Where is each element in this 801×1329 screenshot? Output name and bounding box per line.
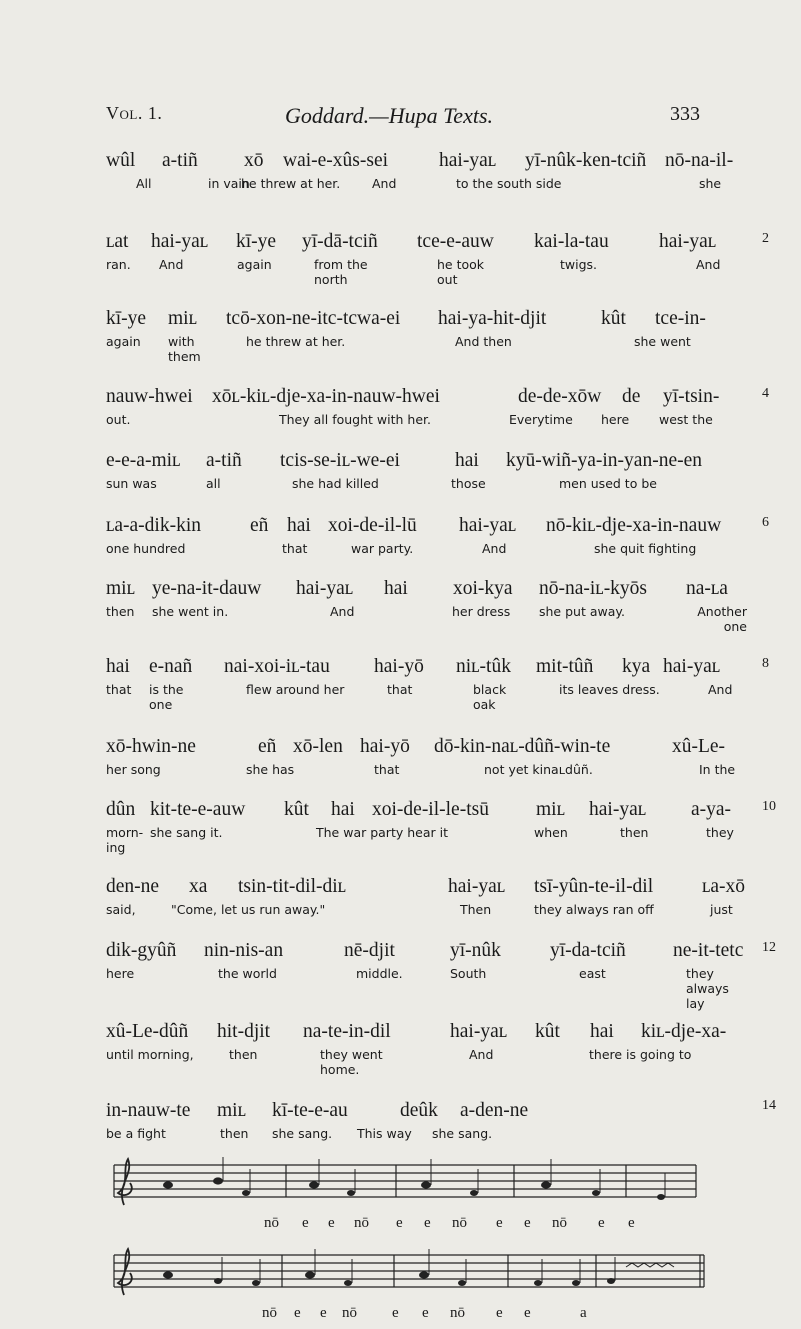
lyric-syllable: nō xyxy=(264,1215,279,1231)
gloss-word: one hundred xyxy=(106,541,186,556)
native-word: a-ya- xyxy=(691,799,732,820)
gloss-word: east xyxy=(579,966,606,981)
gloss-word: she sang. xyxy=(432,1126,493,1141)
gloss-word: flew around her xyxy=(246,682,345,697)
gloss-word: west the xyxy=(659,412,713,427)
lyric-syllable: nō xyxy=(354,1215,369,1231)
native-word: ʟa-xō xyxy=(702,876,746,897)
native-word: niʟ-tûk xyxy=(456,656,511,677)
gloss-word: Everytime xyxy=(509,412,573,427)
volume-label: Vol. 1. xyxy=(106,103,163,123)
native-word: hai-yaʟ xyxy=(296,578,354,599)
native-word: dik-gyûñ xyxy=(106,940,177,961)
gloss-word: Another one xyxy=(697,604,747,634)
native-word: kya xyxy=(622,656,651,677)
gloss-word: her dress xyxy=(452,604,511,619)
line-number: 10 xyxy=(762,799,776,814)
native-word: hai-yō xyxy=(374,656,424,677)
native-word: a-tiñ xyxy=(162,150,198,171)
gloss-word: he threw at her. xyxy=(241,176,341,191)
gloss-word: that xyxy=(106,682,132,697)
native-word: hai-ya-hit-djit xyxy=(438,308,547,329)
gloss-word: she quit fighting xyxy=(594,541,697,556)
gloss-word: In the xyxy=(699,762,736,777)
gloss-word: that xyxy=(374,762,400,777)
gloss-word: she had killed xyxy=(292,476,379,491)
native-word: na-ʟa xyxy=(686,578,728,599)
text-line xyxy=(106,578,747,634)
gloss-word: when xyxy=(534,825,568,840)
text-line xyxy=(106,386,769,434)
native-word: yī-nûk xyxy=(450,940,501,961)
gloss-word: "Come, let us run away." xyxy=(171,902,326,917)
gloss-word: he threw at her. xyxy=(246,334,346,349)
lyric-syllable: e xyxy=(294,1305,301,1321)
lyric-syllable: nō xyxy=(552,1215,567,1231)
native-word: tcō-xon-ne-itc-tcwa-ei xyxy=(226,308,401,329)
text-line xyxy=(106,231,769,287)
gloss-word: there is going to xyxy=(589,1047,692,1062)
native-word: a-den-ne xyxy=(460,1100,529,1121)
running-header xyxy=(0,103,801,133)
gloss-word: they xyxy=(706,825,734,840)
native-word: xō-hwin-ne xyxy=(106,736,196,757)
text-line xyxy=(106,736,746,784)
gloss-word: she put away. xyxy=(539,604,625,619)
gloss-word: she sang it. xyxy=(150,825,223,840)
text-line xyxy=(106,150,746,198)
line-number: 4 xyxy=(762,386,769,401)
gloss-word: then xyxy=(229,1047,258,1062)
gloss-word: they went home. xyxy=(320,1047,383,1077)
native-word: nō-na-iʟ-kyōs xyxy=(539,578,648,599)
native-word: eñ xyxy=(250,515,269,536)
native-word: tsī-yûn-te-il-dil xyxy=(534,876,654,897)
native-word: yī-nûk-ken-tciñ xyxy=(525,150,647,171)
gloss-word: just xyxy=(710,902,733,917)
native-word: mit-tûñ xyxy=(536,656,594,677)
gloss-word: then xyxy=(220,1126,249,1141)
gloss-word: the world xyxy=(218,966,277,981)
native-word: hai-yaʟ xyxy=(439,150,497,171)
gloss-word: ran. xyxy=(106,257,131,272)
native-word: miʟ xyxy=(168,308,197,329)
text-line xyxy=(106,450,746,498)
line-number: 8 xyxy=(762,656,769,671)
text-line xyxy=(106,876,746,924)
native-word: nē-djit xyxy=(344,940,395,961)
lyric-syllable: e xyxy=(496,1305,503,1321)
native-word: xoi-kya xyxy=(453,578,513,599)
gloss-word: from the north xyxy=(314,257,368,287)
native-word: tcis-se-iʟ-we-ei xyxy=(280,450,400,471)
gloss-word: is the one xyxy=(149,682,184,712)
lyric-syllable: nō xyxy=(262,1305,277,1321)
gloss-word: to the south side xyxy=(456,176,562,191)
native-word: hai xyxy=(106,656,130,677)
text-line xyxy=(106,799,776,855)
native-word: hai-yaʟ xyxy=(663,656,721,677)
line-number: 6 xyxy=(762,515,769,530)
native-word: a-tiñ xyxy=(206,450,242,471)
gloss-word: twigs. xyxy=(560,257,598,272)
lyric-syllable: e xyxy=(320,1305,327,1321)
native-word: hai xyxy=(455,450,479,471)
gloss-word: sun was xyxy=(106,476,157,491)
gloss-word: And xyxy=(372,176,397,191)
gloss-word: he took out xyxy=(437,257,485,287)
gloss-word: And xyxy=(696,257,721,272)
gloss-word: they always ran off xyxy=(534,902,654,917)
gloss-word: then xyxy=(620,825,649,840)
native-word: kiʟ-dje-xa- xyxy=(641,1021,727,1042)
native-word: tsin-tit-dil-diʟ xyxy=(238,876,347,897)
native-word: xû-Le-dûñ xyxy=(106,1021,189,1042)
native-word: ye-na-it-dauw xyxy=(152,578,262,599)
gloss-word: that xyxy=(282,541,308,556)
gloss-word: that xyxy=(387,682,413,697)
page-number: 333 xyxy=(670,103,700,125)
gloss-word: This way xyxy=(357,1126,412,1141)
gloss-word: black oak xyxy=(473,682,507,712)
gloss-word: South xyxy=(450,966,487,981)
lyric-syllable: e xyxy=(328,1215,335,1231)
native-word: hai-yaʟ xyxy=(659,231,717,252)
music-staff-2 xyxy=(106,1245,706,1301)
native-word: xa xyxy=(189,876,208,897)
gloss-word: war party. xyxy=(351,541,414,556)
native-word: ne-it-tetc xyxy=(673,940,744,961)
native-word: tce-e-auw xyxy=(417,231,494,252)
native-word: nō-kiʟ-dje-xa-in-nauw xyxy=(546,515,722,536)
lyric-syllable: e xyxy=(424,1215,431,1231)
gloss-word: all xyxy=(206,476,221,491)
lyric-syllable: e xyxy=(524,1215,531,1231)
gloss-word: The war party hear it xyxy=(316,825,448,840)
native-word: tce-in- xyxy=(655,308,706,329)
gloss-word: they always lay xyxy=(686,966,729,1011)
gloss-word: And xyxy=(482,541,507,556)
native-word: in-nauw-te xyxy=(106,1100,191,1121)
native-word: nai-xoi-iʟ-tau xyxy=(224,656,330,677)
gloss-word: here xyxy=(106,966,135,981)
native-word: xōʟ-kiʟ-dje-xa-in-nauw-hwei xyxy=(212,386,440,407)
native-word: kai-la-tau xyxy=(534,231,609,252)
native-word: hit-djit xyxy=(217,1021,271,1042)
native-word: dō-kin-naʟ-dûñ-win-te xyxy=(434,736,611,757)
native-word: ʟa-a-dik-kin xyxy=(106,515,202,536)
native-word: kī-ye xyxy=(106,308,147,329)
text-line xyxy=(106,656,769,712)
gloss-word: here xyxy=(601,412,630,427)
gloss-word: again xyxy=(237,257,272,272)
lyric-syllable: nō xyxy=(342,1305,357,1321)
running-title: Goddard.—Hupa Texts. xyxy=(285,103,494,128)
native-word: hai-yō xyxy=(360,736,410,757)
native-word: hai xyxy=(287,515,311,536)
gloss-word: she went xyxy=(634,334,691,349)
native-word: e-nañ xyxy=(149,656,193,677)
native-word: yī-dā-tciñ xyxy=(302,231,378,252)
gloss-word: she xyxy=(699,176,722,191)
gloss-word: then xyxy=(106,604,135,619)
gloss-word: And xyxy=(469,1047,494,1062)
native-word: hai-yaʟ xyxy=(459,515,517,536)
native-word: xō-len xyxy=(293,736,343,757)
lyric-syllable: nō xyxy=(452,1215,467,1231)
gloss-word: be a fight xyxy=(106,1126,166,1141)
native-word: miʟ xyxy=(536,799,565,820)
native-word: yī-tsin- xyxy=(663,386,720,407)
gloss-word: not yet kinaʟdûñ. xyxy=(484,762,593,777)
lyric-syllable: e xyxy=(524,1305,531,1321)
text-line xyxy=(106,940,776,1011)
gloss-word: out. xyxy=(106,412,131,427)
native-word: hai-yaʟ xyxy=(151,231,209,252)
native-word: eñ xyxy=(258,736,277,757)
line-number: 14 xyxy=(762,1098,776,1113)
native-word: kût xyxy=(535,1021,560,1042)
lyrics-line-1 xyxy=(106,1215,706,1235)
native-word: nauw-hwei xyxy=(106,386,193,407)
native-word: miʟ xyxy=(217,1100,246,1121)
native-word: hai-yaʟ xyxy=(448,876,506,897)
gloss-word: middle. xyxy=(356,966,403,981)
native-word: kyū-wiñ-ya-in-yan-ne-en xyxy=(506,450,702,471)
native-word: de xyxy=(622,386,641,407)
native-word: nin-nis-an xyxy=(204,940,284,961)
gloss-word: its leaves dress. xyxy=(559,682,660,697)
native-word: wûl xyxy=(106,150,136,171)
native-word: na-te-in-dil xyxy=(303,1021,391,1042)
gloss-word: men used to be xyxy=(559,476,657,491)
native-word: kût xyxy=(284,799,309,820)
native-word: hai-yaʟ xyxy=(450,1021,508,1042)
native-word: xō xyxy=(244,150,264,171)
lyric-syllable: nō xyxy=(450,1305,465,1321)
native-word: hai-yaʟ xyxy=(589,799,647,820)
native-word: wai-e-xûs-sei xyxy=(283,150,389,171)
gloss-word: she has xyxy=(246,762,295,777)
lyric-syllable: e xyxy=(302,1215,309,1231)
native-word: hai xyxy=(331,799,355,820)
native-word: yī-da-tciñ xyxy=(550,940,626,961)
lyric-syllable: e xyxy=(422,1305,429,1321)
gloss-word: she sang. xyxy=(272,1126,333,1141)
text-line xyxy=(106,1021,746,1077)
music-staff-1 xyxy=(106,1155,706,1211)
gloss-word: And then xyxy=(455,334,512,349)
native-word: kī-ye xyxy=(236,231,277,252)
native-word: hai xyxy=(384,578,408,599)
line-number: 2 xyxy=(762,231,769,246)
native-word: xoi-de-il-le-tsū xyxy=(372,799,489,820)
native-word: deûk xyxy=(400,1100,438,1121)
gloss-word: All xyxy=(136,176,152,191)
gloss-word: her song xyxy=(106,762,161,777)
native-word: kī-te-e-au xyxy=(272,1100,348,1121)
text-line xyxy=(106,1098,776,1148)
lyric-syllable: e xyxy=(628,1215,635,1231)
gloss-word: And xyxy=(708,682,733,697)
native-word: xoi-de-il-lū xyxy=(328,515,417,536)
native-word: xû-Le- xyxy=(672,736,726,757)
native-word: den-ne xyxy=(106,876,160,897)
gloss-word: And xyxy=(159,257,184,272)
gloss-word: until morning, xyxy=(106,1047,194,1062)
native-word: miʟ xyxy=(106,578,135,599)
lyric-syllable: e xyxy=(396,1215,403,1231)
native-word: kit-te-e-auw xyxy=(150,799,246,820)
gloss-word: Then xyxy=(460,902,492,917)
lyric-syllable: e xyxy=(496,1215,503,1231)
lyric-syllable: e xyxy=(598,1215,605,1231)
gloss-word: said, xyxy=(106,902,136,917)
gloss-word: again xyxy=(106,334,141,349)
lyric-syllable: a xyxy=(580,1305,587,1321)
line-number: 12 xyxy=(762,940,776,955)
gloss-word: morn- ing xyxy=(106,825,144,855)
gloss-word: she went in. xyxy=(152,604,229,619)
native-word: de-de-xōw xyxy=(518,386,602,407)
native-word: hai xyxy=(590,1021,614,1042)
text-line xyxy=(106,515,769,563)
gloss-word: in vain xyxy=(208,176,250,191)
gloss-word: They all fought with her. xyxy=(279,412,431,427)
lyric-syllable: e xyxy=(392,1305,399,1321)
native-word: ʟat xyxy=(106,231,129,252)
native-word: nō-na-il- xyxy=(665,150,734,171)
gloss-word: And xyxy=(330,604,355,619)
text-line xyxy=(106,308,746,364)
gloss-word: with them xyxy=(168,334,201,364)
native-word: dûn xyxy=(106,799,136,820)
native-word: kût xyxy=(601,308,626,329)
native-word: e-e-a-miʟ xyxy=(106,450,181,471)
lyrics-line-2 xyxy=(106,1305,706,1325)
gloss-word: those xyxy=(451,476,486,491)
